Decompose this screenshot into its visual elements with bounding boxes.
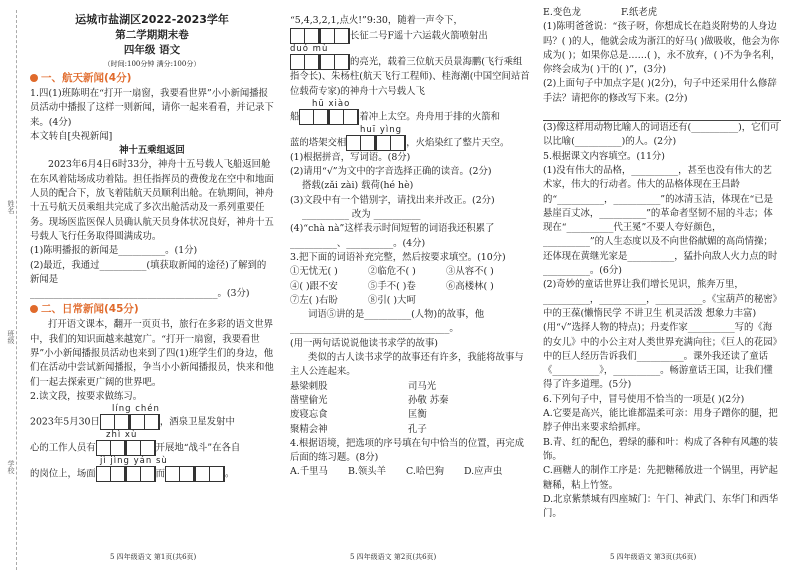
answer-grid[interactable] — [376, 135, 406, 151]
pair-row-3 — [290, 408, 530, 422]
passage-intro: “5,4,3,2,1,点火!”9:30，随着一声令下， — [290, 15, 463, 26]
question-2: 2.读文段，按要求做练习。 — [30, 390, 143, 402]
section-2-title — [30, 301, 274, 318]
answer-grid[interactable] — [165, 466, 195, 482]
pair-row-2 — [290, 394, 530, 408]
question-3-b: (用一两句话说说他读书求学的故事) — [290, 337, 438, 349]
pinyin-1: líng chén — [112, 404, 160, 415]
answer-grid[interactable] — [126, 466, 156, 482]
question-2-4: (4)“chà nà”这样表示时间短暂的词语我还积累了__________、__________。(4分) — [290, 223, 495, 249]
answer-grid[interactable] — [195, 466, 225, 482]
pinyin-6: huī yìng — [360, 124, 403, 135]
question-2-3-answer[interactable]: __________ 改为 __________ — [302, 209, 421, 221]
answer-grid[interactable] — [96, 440, 126, 456]
question-3-a: 词语⑤讲的是__________(人物)的故事，他__________________________________。 — [290, 309, 485, 335]
q3-row-3 — [290, 294, 530, 308]
answer-grid[interactable] — [96, 466, 126, 482]
answer-grid[interactable] — [290, 54, 320, 70]
binding-line — [16, 10, 17, 570]
passage-line-4 — [290, 28, 530, 44]
question-5-2: (2)奇妙的童话世界让我们增长见识，熊奔万里，__________，__________，__________。《宝葫芦的秘密》中的王葆(懒惰民学 不讲卫生 机灵活泼 想象力丰富)(用“√”选择人物的特点)；丹麦作家__________写的《海的女儿》中的小公主对人类世界充满向往；《巨人的花园》中的巨人经历告诉我们__________。课外我还读了童话《__________》，__________。畅游童话王国，让我们懂得了许多道理。(5分) — [543, 279, 778, 391]
pair-row-4 — [290, 423, 530, 437]
pinyin-3: jì jìng yán sù — [100, 456, 168, 467]
section-2-intro: 打开语文课本，翻开一页页书，旅行在多彩的语文世界中，我们的知识面越来越宽广。“打开一扇窗，我要看世界”小小新闻播报员活动也来到了四(1)班学生们的身边，他们在活动中尝试新闻播报，争当小小新闻播报员，快来和他们一起去探索更广阔的世界吧。 — [30, 319, 274, 388]
page-column-3 — [543, 0, 781, 583]
exam-meta: （时间:100分钟 满分:100分） — [103, 60, 201, 68]
text: 的岗位上，场面 — [30, 468, 96, 480]
pair-left[interactable]: 凿壁偷光 — [290, 394, 328, 406]
news-title: 神十五乘组返回 — [119, 145, 185, 157]
text: 蓝的塔架交相 — [290, 137, 347, 149]
q4-options — [290, 465, 530, 479]
question-4-1: (1)陈明爸爸说：“孩子呀，你想成长在趋炎附势的人身边吗？( )的人，他就会成为浙江的好马( )做吸收，他会为你成为( )；如果你总是……( )，永不放弃，( )不为争名利，你终会成为( )干的( )”，(3分) — [543, 21, 781, 76]
exam-title: 运城市盐湖区2022-2023学年 — [75, 13, 229, 26]
question-4: 4.根据语境，把选项的序号填在句中恰当的位置，再完成后面的练习题。(8分) — [290, 437, 524, 464]
passage-line-1 — [30, 414, 274, 430]
side-label-class: 班级 — [7, 330, 15, 344]
q3-item[interactable]: ②临危不( ) — [368, 266, 416, 278]
q4-option[interactable]: A.千里马 — [290, 466, 328, 478]
text: 。 — [225, 468, 235, 480]
passage-line-3 — [30, 466, 274, 482]
question-6-a[interactable]: A.它要是高兴，能比谁都温柔可亲：用身子蹭你的腿，把脖子伸出来要求给抓痒。 — [543, 408, 778, 434]
pair-right[interactable]: 匡衡 — [408, 409, 427, 421]
page-footer-3: 5 四年级语文 第3页(共6页) — [610, 553, 697, 561]
answer-grid[interactable] — [346, 135, 376, 151]
question-6-d[interactable]: D.北京紫禁城有四座城门：午门、神武门、东华门和西华门。 — [543, 493, 779, 520]
passage-line-2 — [30, 440, 274, 456]
source-note: 本文转自[央视新闻] — [30, 130, 113, 142]
pinyin-4: duó mù — [290, 44, 329, 55]
q4-option[interactable]: D.应声虫 — [464, 466, 503, 478]
page-footer-1: 5 四年级语文 第1页(共6页) — [110, 553, 197, 561]
question-1-2-line: ________________________________________。(3分) — [30, 288, 250, 300]
page-column-1 — [30, 0, 274, 583]
q3-item[interactable]: ①无忧无( ) — [290, 266, 338, 278]
answer-grid[interactable] — [299, 109, 329, 125]
question-6-b[interactable]: B.青、红的配色，碧绿的藤和叶：构成了各种有风趣的装饰。 — [543, 436, 778, 462]
q4-option[interactable]: B.领头羊 — [348, 466, 386, 478]
question-6: 6.下列句子中，冒号使用不恰当的一项是( )(2分) — [543, 393, 745, 405]
question-4-3: (3)像这样用动物比喻人的词语还有(__________)，它们可以比喻(__________)的人。(2分) — [543, 122, 780, 148]
pair-left[interactable]: 悬梁刺股 — [290, 380, 328, 392]
passage-line-6 — [290, 109, 530, 125]
pair-right[interactable]: 孙敬 苏秦 — [408, 394, 449, 406]
q3-row-2 — [290, 280, 530, 294]
q3-item[interactable]: ⑥高楼林( ) — [446, 280, 494, 292]
text: 2023年5月30日 — [30, 416, 100, 428]
question-1-2: (2)最近，我通过__________(填获取新闻的途径)了解到的新闻是 — [30, 259, 267, 285]
text: 着冲上太空。舟舟用于排的火箭和 — [359, 111, 501, 123]
q3-item[interactable]: ④( )跟不安 — [290, 280, 338, 292]
question-2-3: (3)文段中有一个错别字，请找出来并改正。(2分) — [290, 194, 495, 206]
question-1: 1.四(1)班陈明在“打开一扇窗，我要看世界”小小新闻播报员活动中播报了这样一则新闻，请你一起来看看，并记录下来。(4分) — [30, 88, 274, 128]
question-5-1: (1)没有伟大的品格，__________，甚至也没有伟大的艺术家，伟大的行动者。伟大的品格体现在王昌龄的“__________，__________”的冰清玉洁，体现在“已是悬崖百丈冰，__________”的革命者坚韧不屈的斗志；体现在“__________代王冕”不要人夸好颜色，__________”的人生态度以及不向世俗献媚的高尚情操；还体现在黄继光家是__________，猛扑向敌人火力点的时__________。(6分) — [543, 164, 778, 277]
section-marker-icon — [30, 74, 38, 82]
question-5: 5.根据课文内容填空。(11分) — [543, 150, 665, 162]
text: 船 — [290, 111, 300, 123]
pair-left[interactable]: 废寝忘食 — [290, 409, 328, 421]
side-label-school: 学校 — [7, 460, 15, 474]
section-2-label: 二、日常新闻(45分) — [41, 303, 139, 316]
q3-item[interactable]: ③从容不( ) — [446, 266, 494, 278]
q4-option[interactable]: C.哈巴狗 — [406, 466, 444, 478]
q3-item[interactable]: ⑤手不( )卷 — [368, 280, 416, 292]
q3-item[interactable]: ⑧引( )大呵 — [368, 294, 416, 306]
question-4-2: (2)上面句子中加点字是( )(2分)，句子中还采用什么修辞手法？请把你的修改写下来。(2分) — [543, 78, 777, 104]
side-label-name: 姓名 — [7, 200, 15, 214]
q4-option[interactable]: E.变色龙 — [543, 7, 581, 18]
text: 心的工作人员有 — [30, 442, 96, 454]
text: ，火焰染红了整片天空。 — [406, 137, 510, 149]
question-2-1: (1)根据拼音，写词语。(8分) — [290, 151, 411, 163]
text: 开展地“战斗”在各自 — [155, 442, 241, 454]
answer-line[interactable] — [543, 106, 781, 121]
pinyin-2: zhì xù — [106, 430, 138, 441]
section-1-title — [30, 70, 274, 87]
exam-subject: 四年级 语文 — [123, 44, 181, 56]
pinyin-5: hū xiào — [312, 98, 351, 109]
answer-grid[interactable] — [100, 414, 130, 430]
page-footer-2: 5 四年级语文 第2页(共6页) — [350, 553, 437, 561]
answer-grid[interactable] — [290, 28, 320, 44]
page-column-2 — [290, 0, 530, 583]
question-6-c[interactable]: C.画糖人的制作工序是：先把糖稀放进一个锅里，再铲起糖稀，粘上竹签。 — [543, 465, 778, 491]
answer-grid[interactable] — [329, 109, 359, 125]
answer-grid[interactable] — [320, 54, 350, 70]
question-1-1: (1)陈明播报的新闻是__________。(1分) — [30, 245, 198, 257]
exam-subtitle: 第二学期期末卷 — [115, 29, 189, 41]
text: 长征二号F遥十六运载火箭喷射出 — [350, 30, 488, 42]
q4-options-cont — [543, 6, 781, 20]
section-1-label: 一、航天新闻(4分) — [41, 72, 132, 84]
q3-row-1 — [290, 265, 530, 279]
question-3-c: 类似的古人读书求学的故事还有许多，我能将故事与主人公连起来。 — [290, 352, 524, 378]
passage-line-7 — [290, 135, 530, 151]
answer-grid[interactable] — [130, 414, 160, 430]
question-2-2-options[interactable]: 搭载(zǎi zài) 载荷(hé hè) — [302, 180, 414, 192]
q3-item[interactable]: ⑦左( )右盼 — [290, 294, 338, 306]
answer-grid[interactable] — [320, 28, 350, 44]
pair-row-1 — [290, 380, 530, 394]
pair-right[interactable]: 司马光 — [408, 380, 437, 392]
answer-grid[interactable] — [126, 440, 156, 456]
question-2-2: (2)请用“√”为文中的字音选择正确的读音。(2分) — [290, 166, 492, 178]
text: ，酒泉卫星发射中 — [159, 416, 235, 428]
q4-option[interactable]: F.纸老虎 — [621, 7, 658, 18]
pair-right[interactable]: 孔子 — [408, 423, 427, 435]
pair-left[interactable]: 聚精会神 — [290, 423, 328, 435]
question-3: 3.把下面的词语补充完整，然后按要求填空。(10分) — [290, 251, 506, 263]
section-marker-icon — [30, 305, 38, 313]
text: 而 — [155, 468, 166, 480]
news-text: 2023年6月4日6时33分，神舟十五号载人飞船返回舱在东风着陆场成功着陆。担任指挥员的费俊龙在空中和地面人员的配合下，放飞着陆航天员顺利出舱。在轨期间，神舟十五号航天员乘组共完成了多次出舱活动及一系列重要任务。现场医监医保人员确认航天员身体状况良好，神舟十五号载人飞行任务取得圆满成功。 — [30, 159, 274, 242]
passage-line-5 — [290, 54, 530, 99]
text: 的亮光，载着三位航天员景海鹏(飞行乘组指令长)、朱杨柱(航天飞行工程师)、桂海潮(中国空间站首位载荷专家)的神舟十六号载人飞 — [290, 56, 530, 97]
